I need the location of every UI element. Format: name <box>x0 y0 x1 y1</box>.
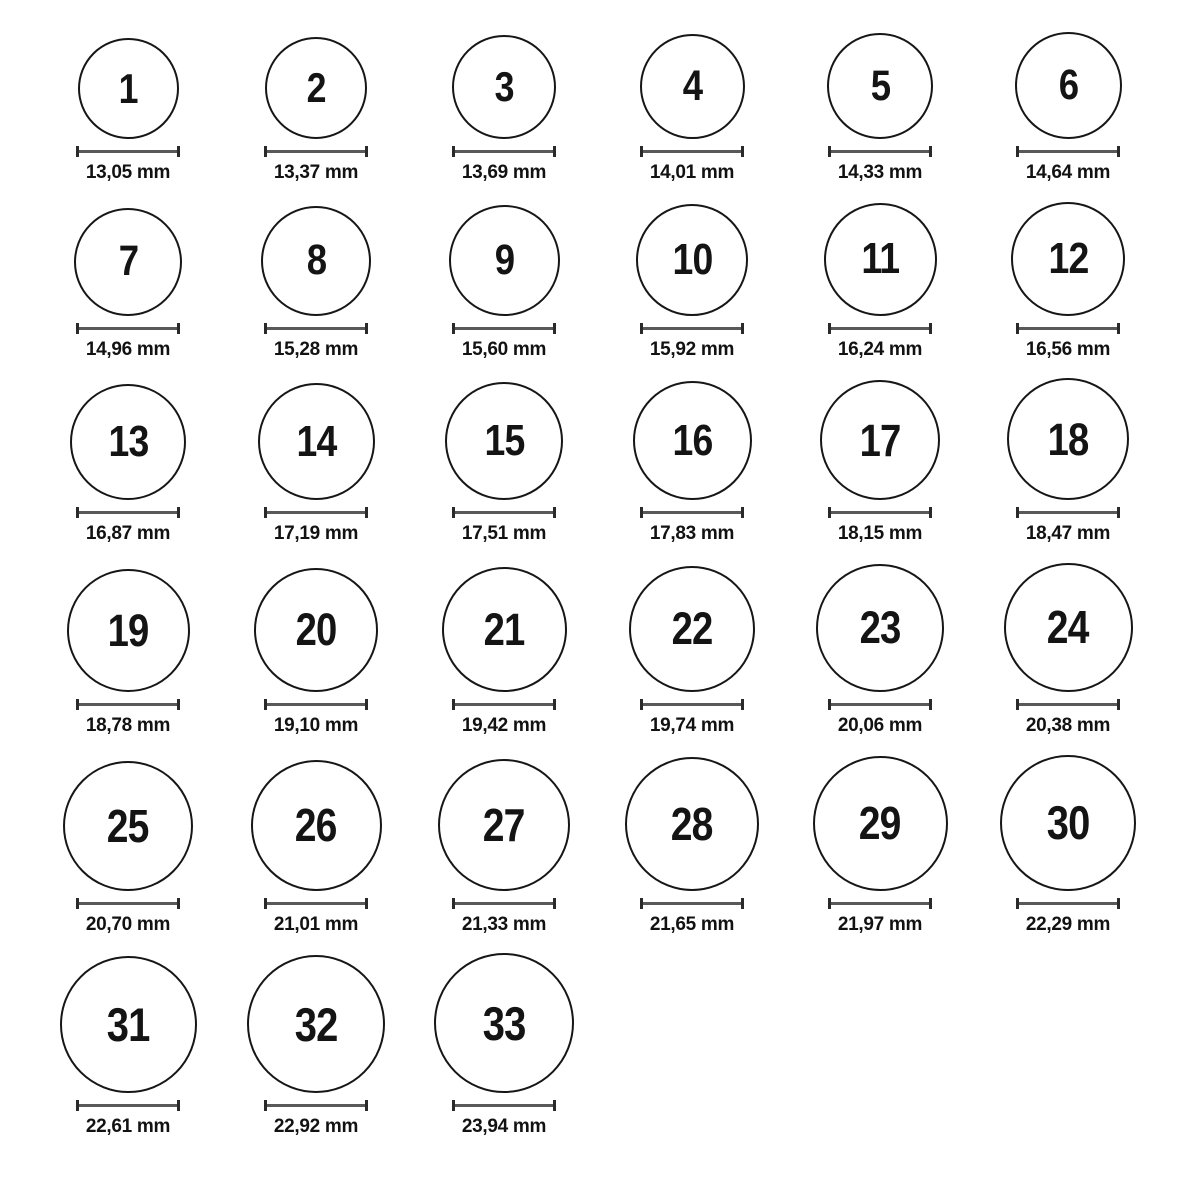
ring-size-number: 12 <box>1048 233 1088 283</box>
measure-tick-right-icon <box>365 507 368 518</box>
ring-size-number: 2 <box>306 64 326 111</box>
measure-rule <box>643 703 741 706</box>
measure-tick-right-icon <box>553 146 556 157</box>
ring-size-row <box>0 32 1200 186</box>
ring-size-number: 31 <box>106 998 150 1052</box>
diameter-measure-line <box>452 323 556 334</box>
measure-tick-right-icon <box>929 323 932 334</box>
ring-circle <box>70 384 186 500</box>
ring-size-number: 24 <box>1047 601 1089 654</box>
ring-size-item <box>598 757 786 938</box>
ring-size-number: 21 <box>483 603 525 655</box>
diameter-label: 14,33 mm <box>837 162 923 183</box>
diameter-label: 23,94 mm <box>461 1116 547 1138</box>
diameter-measure-line <box>76 507 180 518</box>
measure-rule <box>267 902 365 905</box>
diameter-label: 19,42 mm <box>461 714 547 736</box>
ring-size-item <box>34 761 222 938</box>
ring-circle <box>824 203 937 316</box>
diameter-label: 19,74 mm <box>649 714 735 736</box>
measure-tick-right-icon <box>553 1100 556 1111</box>
diameter-measure-line <box>1016 323 1120 334</box>
ring-size-number: 7 <box>118 237 138 286</box>
ring-circle <box>633 381 752 500</box>
ring-size-item <box>222 383 410 547</box>
measure-tick-right-icon <box>929 699 932 710</box>
measure-tick-right-icon <box>365 146 368 157</box>
diameter-measure-line <box>452 699 556 710</box>
ring-size-number: 33 <box>482 996 526 1050</box>
ring-size-number: 1 <box>118 64 138 112</box>
ring-size-number: 29 <box>859 797 901 850</box>
ring-circle <box>265 37 367 139</box>
ring-size-number: 8 <box>306 236 326 285</box>
diameter-measure-line <box>452 898 556 909</box>
ring-size-number: 11 <box>861 234 899 284</box>
measure-tick-right-icon <box>741 699 744 710</box>
diameter-label: 17,19 mm <box>273 523 359 545</box>
ring-size-item <box>598 204 786 363</box>
ring-size-item <box>34 208 222 363</box>
ring-circle <box>1011 202 1125 316</box>
measure-rule <box>79 1104 177 1107</box>
ring-size-number: 5 <box>870 61 890 110</box>
ring-circle <box>636 204 748 316</box>
ring-size-number: 25 <box>107 799 149 852</box>
ring-size-item <box>222 568 410 739</box>
ring-size-item <box>786 203 974 363</box>
ring-size-row <box>0 563 1200 739</box>
diameter-measure-line <box>452 146 556 157</box>
ring-circle <box>74 208 182 316</box>
diameter-measure-line <box>828 699 932 710</box>
measure-tick-right-icon <box>1117 898 1120 909</box>
diameter-label: 21,65 mm <box>649 913 735 935</box>
ring-size-row <box>0 378 1200 547</box>
measure-rule <box>643 150 741 153</box>
ring-circle <box>449 205 560 316</box>
measure-tick-right-icon <box>741 898 744 909</box>
ring-size-number: 10 <box>672 234 712 284</box>
ring-size-number: 15 <box>484 416 524 466</box>
diameter-label: 21,97 mm <box>837 913 923 935</box>
diameter-label: 16,56 mm <box>1025 338 1111 360</box>
diameter-label: 20,06 mm <box>837 714 923 736</box>
diameter-measure-line <box>640 146 744 157</box>
measure-tick-right-icon <box>1117 507 1120 518</box>
measure-rule <box>1019 150 1117 153</box>
measure-rule <box>1019 327 1117 330</box>
ring-size-item <box>34 38 222 186</box>
ring-circle <box>1015 32 1122 139</box>
ring-circle <box>78 38 179 139</box>
measure-tick-right-icon <box>741 507 744 518</box>
ring-size-number: 17 <box>859 414 901 466</box>
ring-size-number: 4 <box>682 62 702 110</box>
measure-rule <box>455 150 553 153</box>
ring-size-item <box>974 202 1162 363</box>
measure-tick-right-icon <box>741 323 744 334</box>
ring-size-number: 19 <box>107 604 149 656</box>
diameter-label: 20,70 mm <box>85 913 171 935</box>
measure-rule <box>267 150 365 153</box>
diameter-measure-line <box>640 323 744 334</box>
diameter-label: 17,83 mm <box>649 523 735 545</box>
ring-circle <box>247 955 385 1093</box>
diameter-label: 17,51 mm <box>461 523 547 545</box>
measure-rule <box>79 703 177 706</box>
diameter-label: 14,64 mm <box>1025 162 1111 183</box>
diameter-label: 22,29 mm <box>1025 913 1111 935</box>
diameter-measure-line <box>828 507 932 518</box>
ring-circle <box>813 756 948 891</box>
ring-circle <box>1004 563 1133 692</box>
ring-size-item <box>410 205 598 363</box>
measure-rule <box>79 327 177 330</box>
diameter-measure-line <box>76 898 180 909</box>
measure-rule <box>643 327 741 330</box>
diameter-label: 21,33 mm <box>461 913 547 935</box>
ring-circle <box>251 760 382 891</box>
ring-size-item <box>410 953 598 1140</box>
diameter-measure-line <box>76 146 180 157</box>
ring-size-number: 28 <box>671 797 713 850</box>
ring-size-row <box>0 202 1200 363</box>
measure-rule <box>455 327 553 330</box>
measure-rule <box>455 511 553 514</box>
measure-rule <box>455 703 553 706</box>
ring-size-item <box>222 37 410 186</box>
measure-rule <box>643 902 741 905</box>
ring-circle <box>816 564 944 692</box>
measure-tick-right-icon <box>177 146 180 157</box>
diameter-measure-line <box>76 323 180 334</box>
diameter-label: 18,78 mm <box>85 714 171 736</box>
ring-circle <box>442 567 567 692</box>
measure-tick-right-icon <box>365 898 368 909</box>
diameter-measure-line <box>640 699 744 710</box>
ring-circle <box>63 761 193 891</box>
ring-size-row <box>0 755 1200 938</box>
ring-size-item <box>786 564 974 739</box>
measure-rule <box>267 511 365 514</box>
measure-tick-right-icon <box>177 699 180 710</box>
measure-rule <box>831 327 929 330</box>
ring-size-number: 13 <box>108 417 148 467</box>
diameter-measure-line <box>828 323 932 334</box>
measure-rule <box>455 1104 553 1107</box>
diameter-measure-line <box>452 1100 556 1111</box>
measure-tick-right-icon <box>553 507 556 518</box>
ring-circle <box>820 380 940 500</box>
ring-circle <box>640 34 745 139</box>
diameter-measure-line <box>1016 146 1120 157</box>
ring-size-item <box>786 380 974 547</box>
measure-rule <box>79 150 177 153</box>
measure-rule <box>1019 902 1117 905</box>
measure-rule <box>831 150 929 153</box>
diameter-measure-line <box>264 146 368 157</box>
diameter-label: 16,24 mm <box>837 338 923 360</box>
measure-rule <box>831 703 929 706</box>
ring-size-item <box>598 381 786 547</box>
ring-circle <box>438 759 570 891</box>
measure-rule <box>1019 703 1117 706</box>
ring-size-number: 32 <box>294 997 338 1051</box>
measure-tick-right-icon <box>177 1100 180 1111</box>
ring-circle <box>67 569 190 692</box>
diameter-label: 13,37 mm <box>273 162 359 183</box>
measure-rule <box>1019 511 1117 514</box>
diameter-label: 15,60 mm <box>461 338 547 360</box>
measure-tick-right-icon <box>365 699 368 710</box>
measure-tick-right-icon <box>553 898 556 909</box>
measure-rule <box>643 511 741 514</box>
ring-size-item <box>974 378 1162 547</box>
measure-rule <box>267 703 365 706</box>
ring-size-number: 18 <box>1047 413 1089 465</box>
ring-circle <box>452 35 556 139</box>
measure-rule <box>267 327 365 330</box>
measure-tick-right-icon <box>741 146 744 157</box>
ring-size-item <box>34 384 222 547</box>
diameter-measure-line <box>264 1100 368 1111</box>
diameter-label: 14,01 mm <box>649 162 735 183</box>
ring-size-number: 30 <box>1046 796 1090 850</box>
diameter-label: 18,15 mm <box>837 523 923 545</box>
measure-tick-right-icon <box>553 699 556 710</box>
measure-rule <box>79 511 177 514</box>
diameter-measure-line <box>76 1100 180 1111</box>
ring-size-number: 3 <box>494 63 514 110</box>
ring-size-item <box>222 206 410 363</box>
measure-tick-right-icon <box>365 323 368 334</box>
ring-size-number: 20 <box>295 604 337 656</box>
measure-rule <box>79 902 177 905</box>
diameter-measure-line <box>828 146 932 157</box>
measure-rule <box>455 902 553 905</box>
measure-tick-right-icon <box>1117 146 1120 157</box>
diameter-measure-line <box>1016 507 1120 518</box>
measure-tick-right-icon <box>177 507 180 518</box>
ring-size-item <box>974 755 1162 938</box>
diameter-label: 22,92 mm <box>273 1116 359 1138</box>
measure-tick-right-icon <box>365 1100 368 1111</box>
ring-size-item <box>786 33 974 186</box>
measure-rule <box>831 902 929 905</box>
ring-size-number: 22 <box>671 603 713 655</box>
ring-size-item <box>410 35 598 186</box>
ring-circle <box>827 33 933 139</box>
ring-circle <box>60 956 197 1093</box>
measure-tick-right-icon <box>1117 699 1120 710</box>
ring-size-item <box>222 760 410 938</box>
measure-tick-right-icon <box>177 898 180 909</box>
measure-tick-right-icon <box>929 507 932 518</box>
ring-size-number: 23 <box>859 602 901 654</box>
ring-size-item <box>598 566 786 739</box>
ring-circle <box>625 757 759 891</box>
ring-circle <box>445 382 563 500</box>
ring-size-number: 6 <box>1058 61 1078 109</box>
ring-size-number: 27 <box>483 798 525 851</box>
diameter-measure-line <box>640 898 744 909</box>
ring-circle <box>258 383 375 500</box>
diameter-label: 22,61 mm <box>85 1116 171 1138</box>
measure-tick-right-icon <box>929 898 932 909</box>
diameter-measure-line <box>264 323 368 334</box>
measure-tick-right-icon <box>1117 323 1120 334</box>
diameter-measure-line <box>1016 699 1120 710</box>
diameter-label: 15,92 mm <box>649 338 735 360</box>
ring-size-row <box>0 953 1200 1140</box>
diameter-label: 13,69 mm <box>461 162 547 183</box>
ring-circle <box>261 206 371 316</box>
ring-size-item <box>786 756 974 938</box>
ring-size-item <box>34 569 222 739</box>
diameter-label: 19,10 mm <box>273 714 359 736</box>
diameter-label: 21,01 mm <box>273 913 359 935</box>
measure-rule <box>267 1104 365 1107</box>
ring-size-item <box>598 34 786 186</box>
measure-tick-right-icon <box>929 146 932 157</box>
ring-size-item <box>410 759 598 938</box>
diameter-measure-line <box>452 507 556 518</box>
ring-size-item <box>222 955 410 1140</box>
ring-circle <box>1000 755 1136 891</box>
ring-size-item <box>34 956 222 1140</box>
diameter-label: 16,87 mm <box>85 523 171 545</box>
ring-size-number: 14 <box>296 416 336 466</box>
ring-size-number: 26 <box>295 799 337 852</box>
ring-size-item <box>974 32 1162 186</box>
diameter-label: 13,05 mm <box>85 162 171 183</box>
ring-circle <box>434 953 574 1093</box>
diameter-measure-line <box>828 898 932 909</box>
measure-tick-right-icon <box>177 323 180 334</box>
ring-circle <box>629 566 755 692</box>
ring-circle <box>1007 378 1129 500</box>
ring-size-number: 9 <box>494 235 514 284</box>
diameter-label: 15,28 mm <box>273 338 359 360</box>
diameter-label: 18,47 mm <box>1025 523 1111 545</box>
ring-circle <box>254 568 378 692</box>
diameter-measure-line <box>1016 898 1120 909</box>
measure-rule <box>831 511 929 514</box>
diameter-label: 20,38 mm <box>1025 714 1111 736</box>
ring-size-item <box>410 382 598 547</box>
diameter-measure-line <box>76 699 180 710</box>
diameter-measure-line <box>264 699 368 710</box>
ring-size-number: 16 <box>672 415 712 465</box>
diameter-measure-line <box>264 898 368 909</box>
diameter-measure-line <box>640 507 744 518</box>
diameter-measure-line <box>264 507 368 518</box>
ring-size-item <box>974 563 1162 739</box>
measure-tick-right-icon <box>553 323 556 334</box>
diameter-label: 14,96 mm <box>85 338 171 360</box>
ring-size-item <box>410 567 598 739</box>
